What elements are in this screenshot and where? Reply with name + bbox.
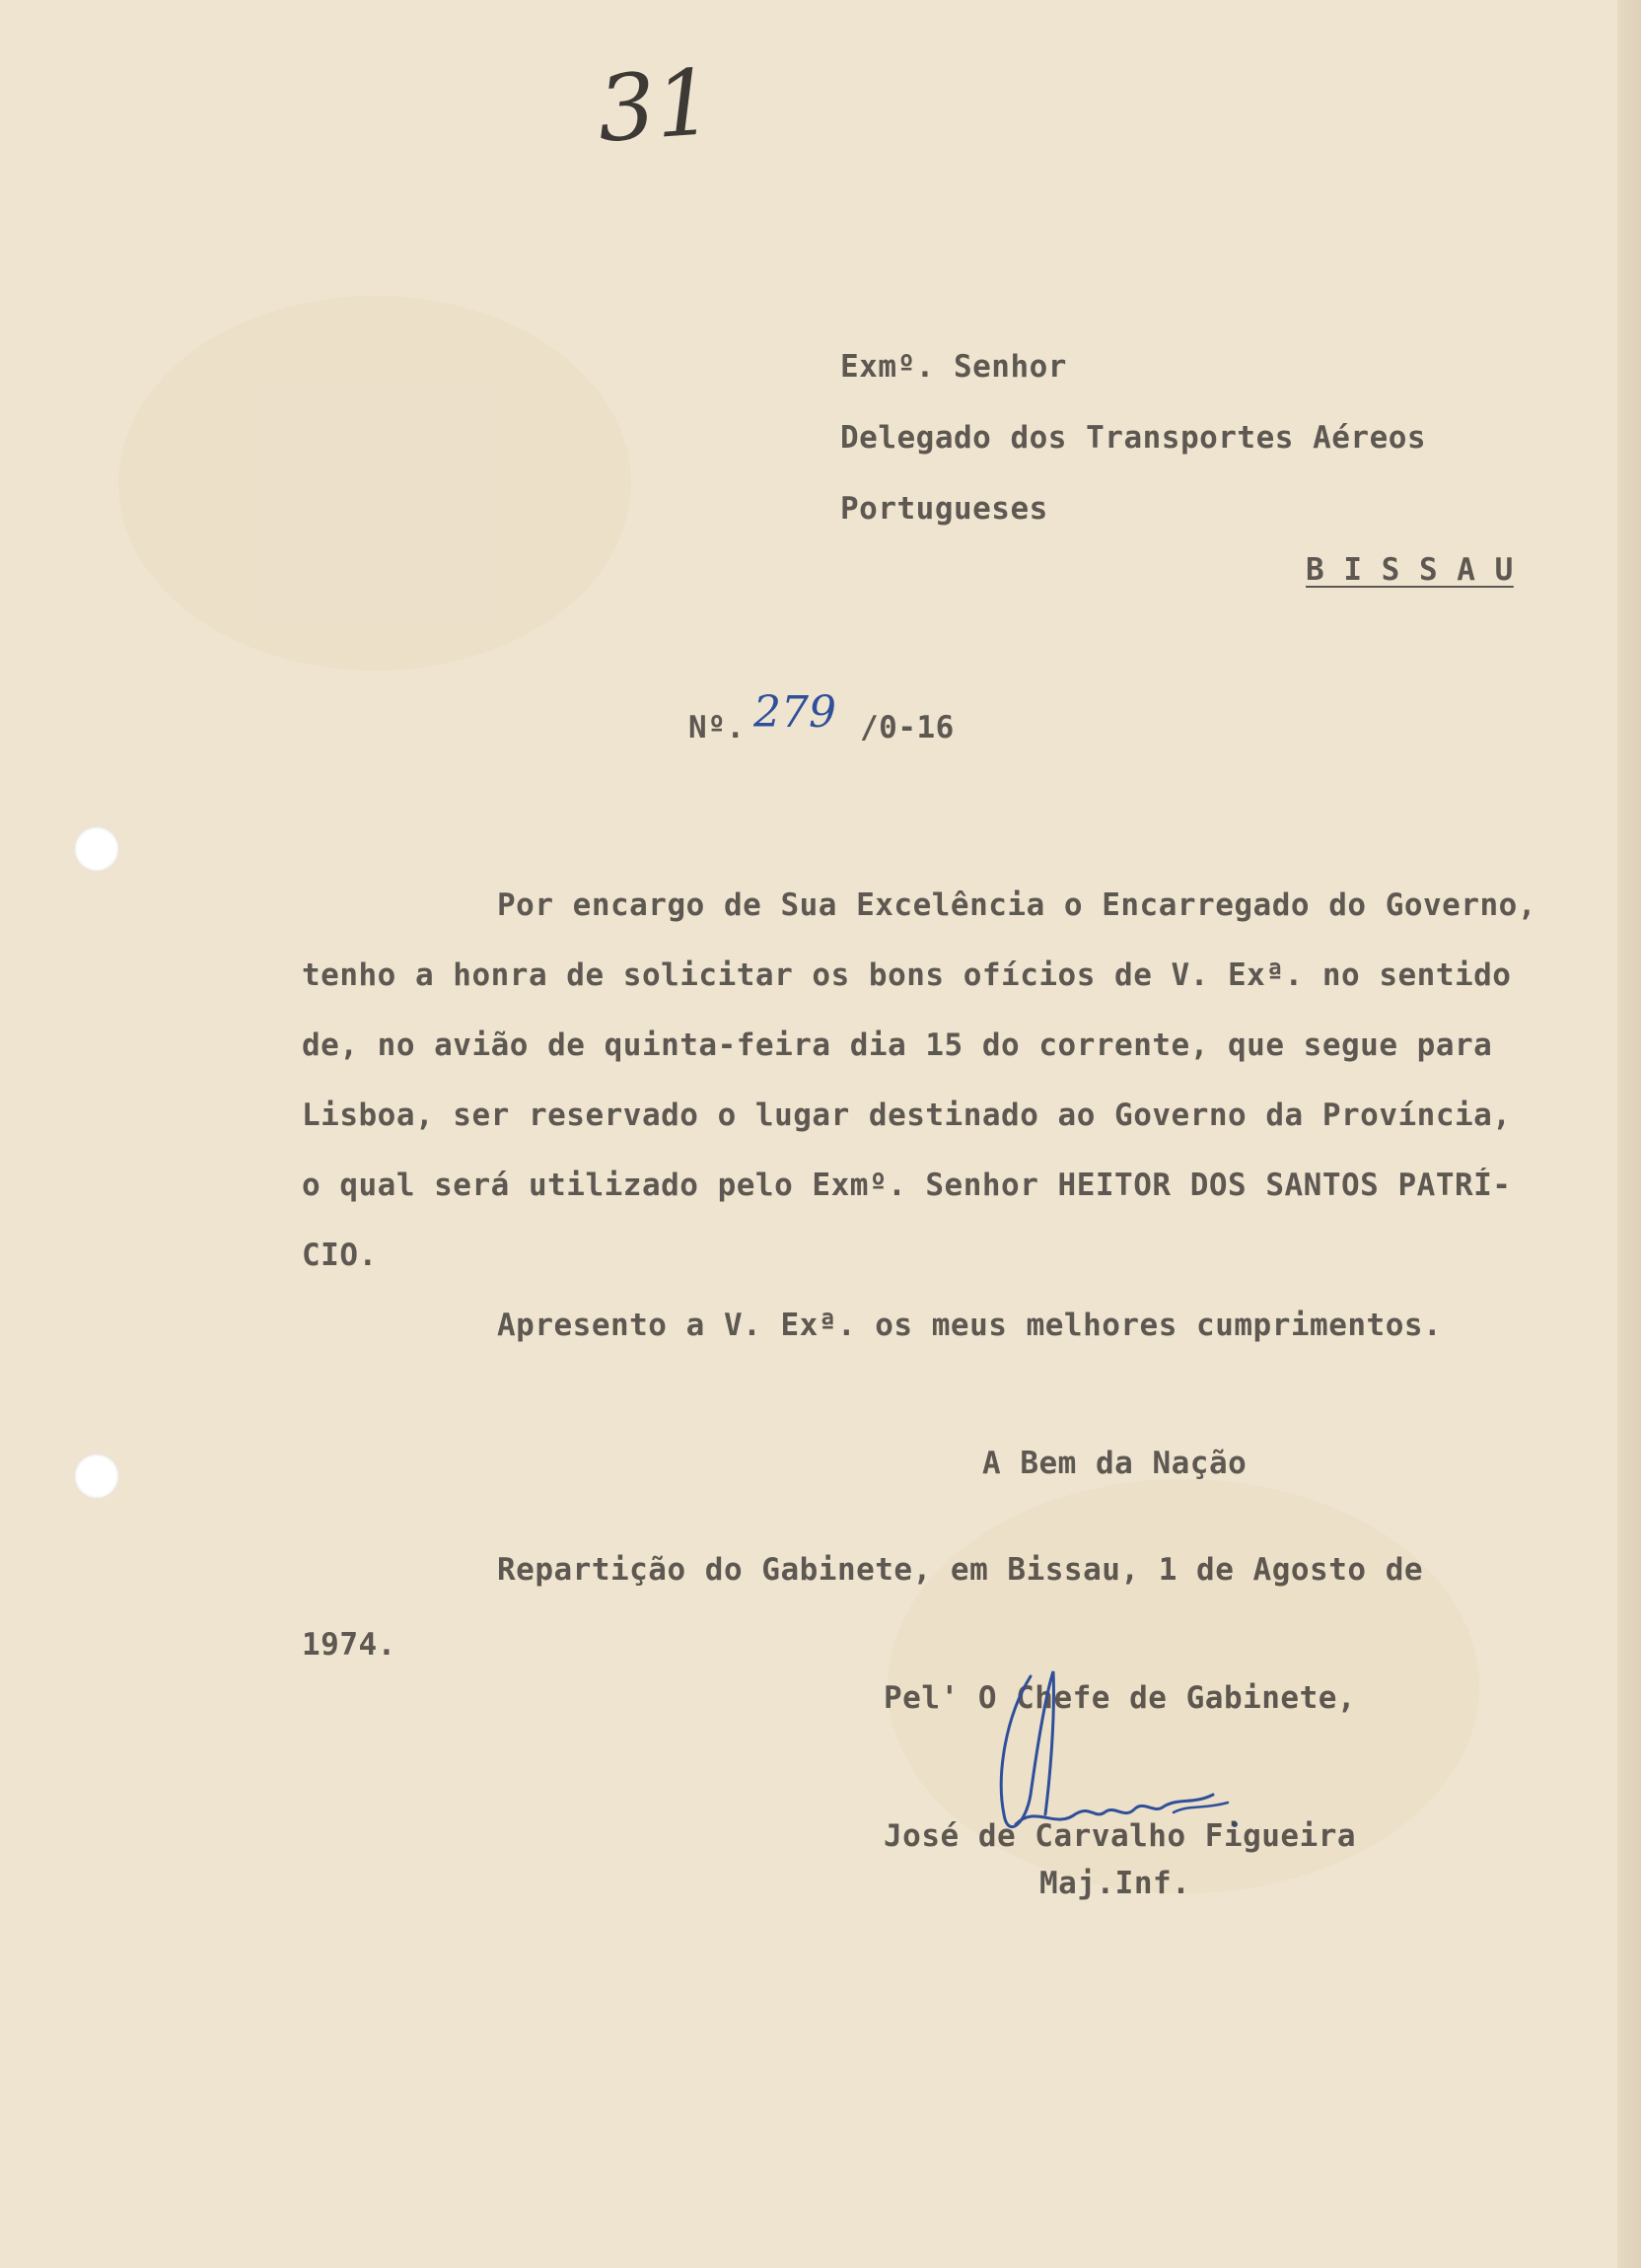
body-line-2: tenho a honra de solicitar os bons ofícios de V. Exª. no sentido xyxy=(302,957,1512,993)
addressee-line-2: Delegado dos Transportes Aéreos xyxy=(840,420,1427,456)
date-line-1: Repartição do Gabinete, em Bissau, 1 de Agosto de xyxy=(497,1552,1424,1588)
handwritten-page-number: 31 xyxy=(594,49,717,163)
salutation: A Bem da Nação xyxy=(982,1446,1248,1481)
reference-number-handwritten: 279 xyxy=(753,687,836,738)
signatory-rank: Maj.Inf. xyxy=(1039,1866,1191,1901)
body-line-4: Lisboa, ser reservado o lugar destinado ao Governo da Província, xyxy=(302,1098,1512,1133)
on-behalf-line: Pel' O Chefe de Gabinete, xyxy=(884,1680,1357,1716)
body-line-5: o qual será utilizado pelo Exmº. Senhor HEITOR DOS SANTOS PATRÍ- xyxy=(302,1168,1512,1203)
date-line-2: 1974. xyxy=(302,1627,396,1663)
body-line-1: Por encargo de Sua Excelência o Encarregado do Governo, xyxy=(497,887,1536,923)
body-line-6: CIO. xyxy=(302,1238,378,1273)
punch-hole-top xyxy=(74,826,119,872)
addressee-line-1: Exmº. Senhor xyxy=(840,349,1067,385)
closing-line: Apresento a V. Exª. os meus melhores cumprimentos. xyxy=(497,1308,1443,1343)
reference-prefix: Nº. xyxy=(688,710,746,745)
addressee-city: B I S S A U xyxy=(1306,552,1514,588)
paper-stain xyxy=(118,296,631,671)
body-line-3: de, no avião de quinta-feira dia 15 do corrente, que segue para xyxy=(302,1028,1493,1063)
signatory-name: José de Carvalho Figueira xyxy=(884,1818,1357,1854)
reference-suffix: /0-16 xyxy=(860,710,955,745)
punch-hole-bottom xyxy=(74,1453,119,1499)
addressee-line-3: Portugueses xyxy=(840,491,1048,527)
page-edge xyxy=(1617,0,1641,2268)
